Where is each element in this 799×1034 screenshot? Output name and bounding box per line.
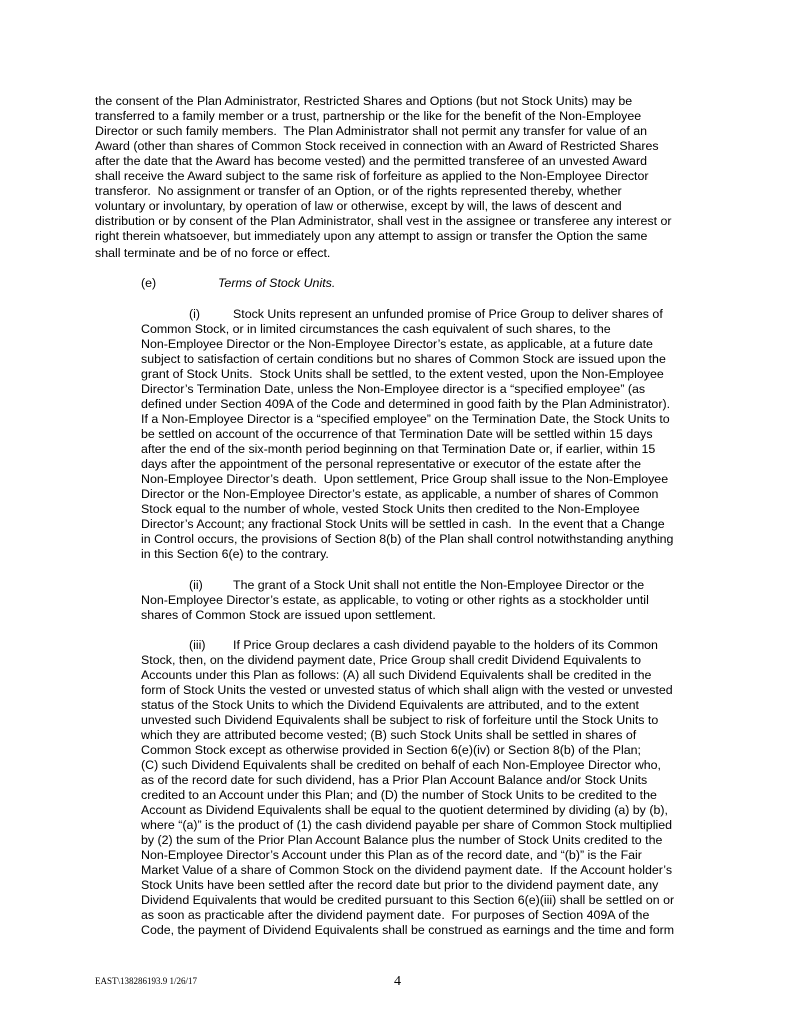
item-label: (iii) [189,638,206,652]
section-e-label: (e) [141,276,157,290]
text-line: subject to satisfaction of certain conditions but no shares of Common Stock are issued upon the [141,352,666,366]
text-line: Stock Units have been settled after the record date but prior to the dividend payment date, any [141,878,659,892]
text-line: Accounts under this Plan as follows: (A) all such Dividend Equivalents shall be credited in the [141,668,652,682]
text-line: Stock Units represent an unfunded promise of Price Group to deliver shares of [233,307,663,321]
text-line: right therein whatsoever, but immediately upon any attempt to assign or transfer the Option the same [95,229,648,243]
section-e-title: Terms of Stock Units. [218,276,336,290]
text-line: Director’s Account; any fractional Stock Units will be settled in cash. In the event that a Change [141,517,665,531]
document-id: EAST\138286193.9 1/26/17 [95,976,198,986]
text-line: Stock equal to the number of whole, vested Stock Units then credited to the Non-Employee [141,502,640,516]
text-line: The grant of a Stock Unit shall not entitle the Non-Employee Director or the [233,578,645,592]
text-line: Market Value of a share of Common Stock on the dividend payment date. If the Account holder’s [141,863,673,877]
text-line: status of the Stock Units to which the Dividend Equivalents are attributed, and to the extent [141,698,639,712]
text-line: Stock, then, on the dividend payment date, Price Group shall credit Dividend Equivalents to [141,653,642,667]
text-line: shall receive the Award subject to the same risk of forfeiture as applied to the Non-Employee Director [95,169,649,183]
text-line: transferor. No assignment or transfer of an Option, or of the rights represented thereby, whether [95,184,622,198]
text-line: Account as Dividend Equivalents shall be equal to the quotient determined by dividing (a) by (b), [141,803,668,817]
text-line: in Control occurs, the provisions of Section 8(b) of the Plan shall control notwithstanding anything [141,532,674,546]
text-line: as of the record date for such dividend, has a Prior Plan Account Balance and/or Stock Units [141,773,648,787]
text-line: Award (other than shares of Common Stock received in connection with an Award of Restricted Shares [95,139,659,153]
text-line: transferred to a family member or a trust, partnership or the like for the benefit of the Non-Employee [95,109,642,123]
text-line: Non-Employee Director’s Account under this Plan as of the record date, and “(b)” is the Fair [141,848,642,862]
text-line: after the end of the six-month period beginning on that Termination Date or, if earlier, within 15 [141,442,656,456]
text-line: defined under Section 409A of the Code and determined in good faith by the Plan Administrator). [141,397,671,411]
text-line: voluntary or involuntary, by operation of law or otherwise, except by will, the laws of descent and [95,199,622,213]
text-line: Dividend Equivalents that would be credited pursuant to this Section 6(e)(iii) shall be settled on or [141,893,675,907]
text-line: Non-Employee Director or the Non-Employee Director’s estate, as applicable, at a future date [141,337,653,351]
text-line: Director or such family members. The Plan Administrator shall not permit any transfer for value of an [95,124,648,138]
text-line: If a Non-Employee Director is a “specified employee” on the Termination Date, the Stock Units to [141,412,670,426]
text-line: after the date that the Award has become vested) and the permitted transferee of an unvested Award [95,154,647,168]
text-line: be settled on account of the occurrence of that Termination Date will be settled within 15 days [141,427,653,441]
text-line: Non-Employee Director’s death. Upon settlement, Price Group shall issue to the Non-Employee [141,472,669,486]
item-label: (i) [189,307,201,321]
text-line: shall terminate and be of no force or effect. [95,246,331,260]
page-number: 4 [394,974,401,989]
text-line: unvested such Dividend Equivalents shall be subject to risk of forfeiture until the Stock Units to [141,713,659,727]
text-line: by (2) the sum of the Prior Plan Account Balance plus the number of Stock Units credited to the [141,833,663,847]
text-line: shares of Common Stock are issued upon settlement. [141,608,436,622]
text-line: in this Section 6(e) to the contrary. [141,547,329,561]
item-label: (ii) [189,578,203,592]
text-line: Common Stock, or in limited circumstances the cash equivalent of such shares, to the [141,322,611,336]
text-line: distribution or by consent of the Plan Administrator, shall vest in the assignee or transferee any interest or [95,214,672,228]
text-line: (C) such Dividend Equivalents shall be credited on behalf of each Non-Employee Director who, [141,758,661,772]
text-line: If Price Group declares a cash dividend payable to the holders of its Common [233,638,658,652]
text-line: Code, the payment of Dividend Equivalents shall be construed as earnings and the time and form [141,923,675,937]
text-line: Common Stock except as otherwise provided in Section 6(e)(iv) or Section 8(b) of the Plan; [141,743,641,757]
text-line: the consent of the Plan Administrator, Restricted Shares and Options (but not Stock Units) may be [95,94,633,108]
text-line: form of Stock Units the vested or unvested status of which shall align with the vested or unvested [141,683,673,697]
text-line: Non-Employee Director’s estate, as applicable, to voting or other rights as a stockholder until [141,593,649,607]
text-line: credited to an Account under this Plan; and (D) the number of Stock Units to be credited to the [141,788,657,802]
text-line: Director or the Non-Employee Director’s estate, as applicable, a number of shares of Common [141,487,659,501]
text-line: Director’s Termination Date, unless the Non-Employee director is a “specified employee” (as [141,382,646,396]
text-line: as soon as practicable after the dividend payment date. For purposes of Section 409A of the [141,908,650,922]
text-line: grant of Stock Units. Stock Units shall be settled, to the extent vested, upon the Non-Employee [141,367,664,381]
text-line: days after the appointment of the personal representative or executor of the estate after the [141,457,642,471]
text-line: where “(a)” is the product of (1) the cash dividend payable per share of Common Stock multiplied [141,818,672,832]
text-line: which they are attributed become vested; (B) such Stock Units shall be settled in shares of [141,728,637,742]
